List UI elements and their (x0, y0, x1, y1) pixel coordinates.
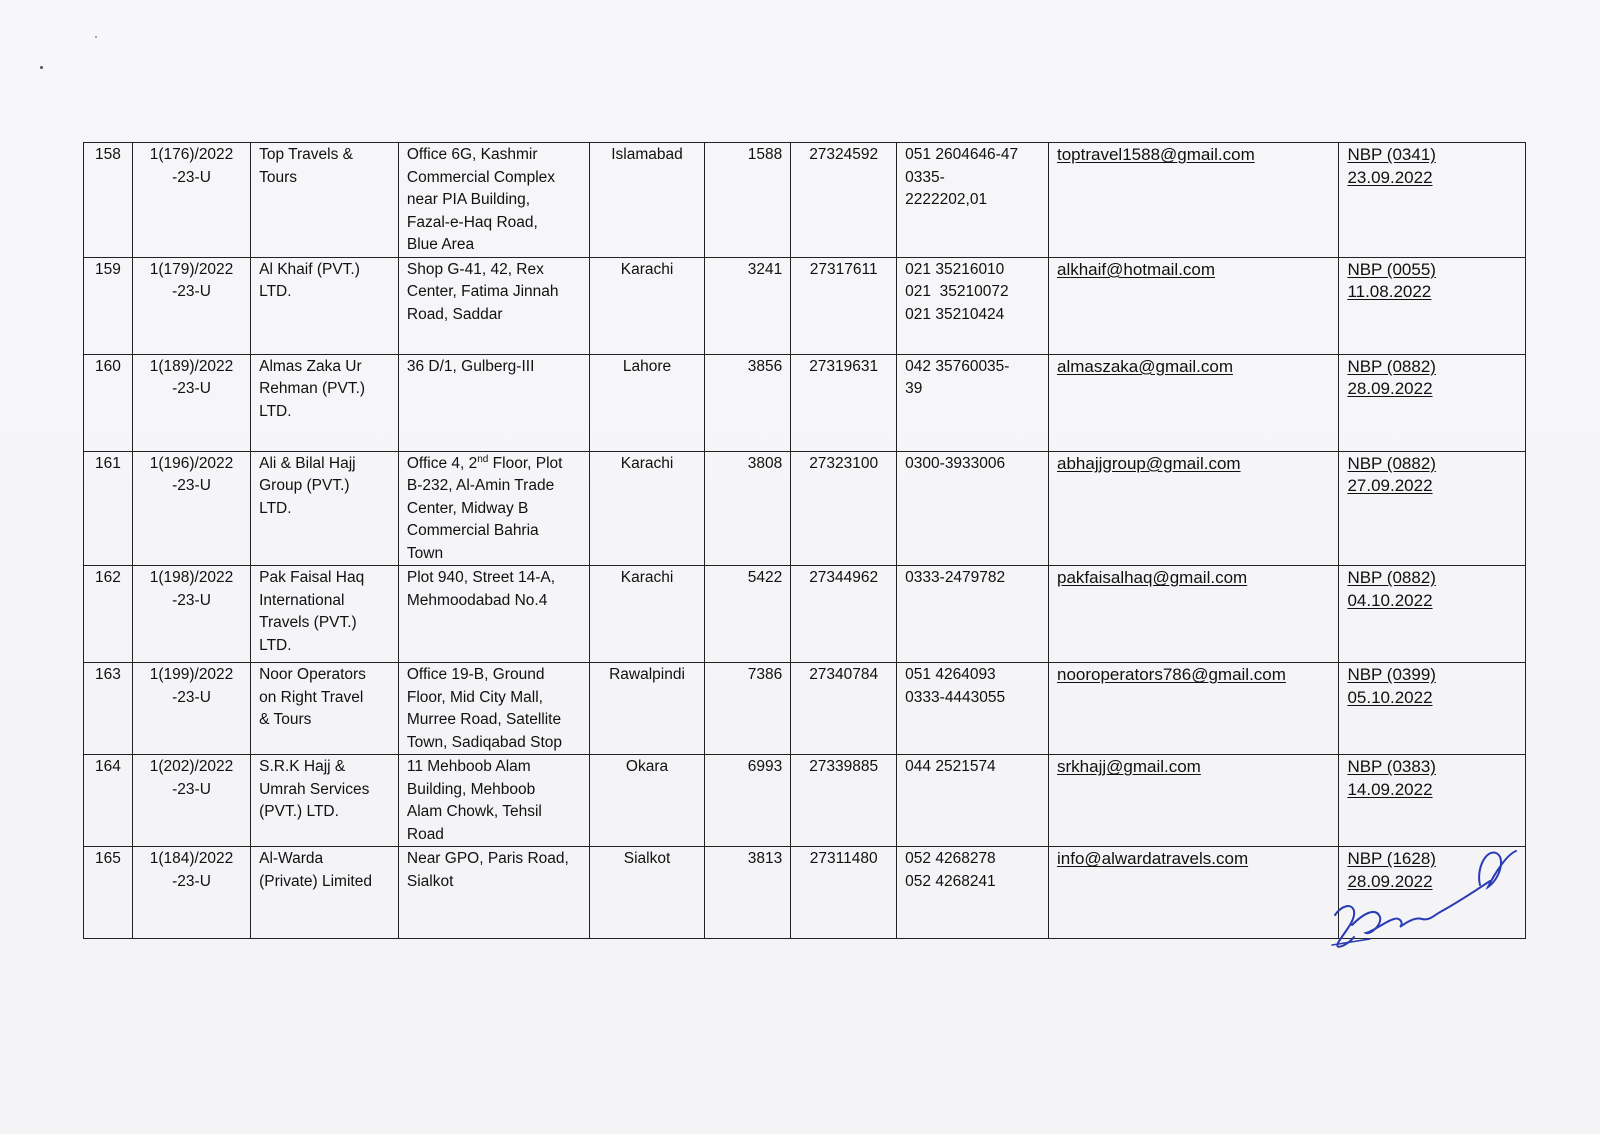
cell-line: 044 2521574 (905, 758, 996, 775)
bank-challan-cell (1339, 354, 1526, 451)
serial-number: 159 (95, 260, 121, 278)
cell-line: -23-U (172, 591, 211, 609)
cell-line: 021 35216010 (905, 260, 1005, 278)
company-name-cell (251, 354, 399, 451)
license-cell (704, 755, 791, 847)
ntn-cell (791, 451, 897, 566)
cell-line: on Right Travel (259, 688, 364, 706)
city-cell (590, 257, 704, 354)
cell-line: LTD. (259, 283, 292, 300)
underlined-text: NBP (0882) (1347, 453, 1436, 473)
address-cell (398, 451, 590, 566)
city-value: Lahore (622, 357, 672, 375)
underlined-text: NBP (0399) (1347, 665, 1436, 684)
deposit-date (1347, 281, 1517, 304)
bank-challan-cell (1339, 847, 1526, 939)
cell-line: 0333-4443055 (905, 688, 1006, 706)
ordinal-suffix: nd (477, 453, 489, 465)
cell-line: Office 6G, Kashmir (406, 146, 538, 163)
cell-line: 1(198)/2022 (149, 569, 234, 586)
deposit-date (1347, 590, 1517, 613)
cell-line: Shop G-41, 42, Rex (406, 260, 544, 278)
license-cell (704, 663, 791, 755)
serial-number-cell (84, 143, 133, 258)
email-cell (1049, 566, 1339, 663)
cell-line: -23-U (172, 477, 211, 494)
address-cell (398, 755, 590, 847)
address-cell (398, 143, 590, 258)
cell-line: 11 Mehboob Alam (406, 758, 531, 775)
underlined-text: NBP (0882) (1347, 568, 1436, 587)
license-cell (704, 143, 791, 258)
address-text: Floor, Plot (488, 454, 563, 472)
ntn-cell (791, 847, 897, 939)
cell-line: 36 D/1, Gulberg-III (406, 357, 535, 375)
cell-line: 021 35210072 (905, 283, 1009, 300)
cell-line: Center, Midway B (406, 499, 529, 517)
ntn-value: 27311480 (809, 850, 878, 867)
table-row (84, 143, 1526, 258)
address-cell (398, 847, 590, 939)
phone-cell (897, 143, 1049, 258)
underlined-text: NBP (1628) (1347, 849, 1436, 868)
address-cell (398, 354, 590, 451)
ntn-value: 27323100 (809, 454, 879, 472)
bank-branch (1347, 756, 1517, 779)
underlined-text: 23.09.2022 (1347, 167, 1433, 187)
city-cell (590, 847, 704, 939)
underlined-text: 14.09.2022 (1347, 779, 1433, 799)
cell-line: Al-Warda (259, 850, 324, 867)
cell-line: 052 4268278 (905, 850, 996, 867)
ntn-value: 27317611 (809, 260, 878, 278)
company-name-cell (251, 257, 399, 354)
serial-number: 162 (95, 569, 121, 586)
cell-line: B-232, Al-Amin Trade (406, 477, 555, 494)
cell-line: International (259, 591, 345, 609)
cell-line: Alam Chowk, Tehsil (406, 803, 542, 820)
address-cell (398, 663, 590, 755)
ntn-value: 27340784 (809, 666, 879, 683)
cell-line: LTD. (259, 499, 292, 517)
bank-branch (1347, 848, 1517, 871)
deposit-date (1347, 687, 1517, 710)
cell-line: Center, Fatima Jinnah (406, 283, 559, 300)
email-link[interactable]: alkhaif@hotmail.com (1057, 259, 1216, 279)
phone-cell (897, 451, 1049, 566)
cell-line: Umrah Services (259, 780, 370, 798)
cell-line: Commercial Bahria (406, 522, 539, 539)
underlined-text: NBP (0341) (1347, 145, 1436, 164)
city-value: Okara (625, 758, 669, 775)
ntn-value: 27344962 (809, 569, 879, 586)
cell-line: -23-U (172, 168, 211, 186)
email-cell (1049, 663, 1339, 755)
cell-line: 1(202)/2022 (149, 758, 234, 775)
cell-line: Al Khaif (PVT.) (259, 260, 360, 278)
license-value: 3241 (747, 260, 783, 278)
cell-line: Group (PVT.) (259, 477, 350, 494)
email-link[interactable]: info@alwardatravels.com (1057, 849, 1249, 868)
phone-cell (897, 566, 1049, 663)
underlined-text: NBP (0882) (1347, 356, 1436, 376)
cell-line: 0335- (905, 168, 945, 186)
cell-line: Road, Saddar (406, 305, 503, 323)
cell-line: Sialkot (406, 872, 454, 890)
serial-number-cell (84, 755, 133, 847)
serial-number: 158 (95, 146, 121, 163)
license-value: 5422 (747, 569, 783, 586)
phone-cell (897, 755, 1049, 847)
phone-cell (897, 257, 1049, 354)
cell-line: near PIA Building, (406, 191, 531, 208)
ntn-cell (791, 755, 897, 847)
serial-number-cell (84, 847, 133, 939)
city-value: Rawalpindi (609, 666, 685, 683)
ntn-cell (791, 257, 897, 354)
cell-line: 052 4268241 (905, 872, 996, 890)
file-number-cell (132, 257, 250, 354)
license-value: 3808 (747, 454, 783, 472)
file-number-cell (132, 566, 250, 663)
email-link[interactable]: pakfaisalhaq@gmail.com (1057, 568, 1248, 587)
cell-line: 042 35760035- (905, 357, 1010, 375)
bank-challan-cell (1339, 663, 1526, 755)
cell-line: Town (406, 544, 444, 562)
company-name-cell (251, 143, 399, 258)
cell-line: Mehmoodabad No.4 (406, 591, 548, 609)
email-link[interactable]: abhajjgroup@gmail.com (1057, 453, 1241, 473)
deposit-date (1347, 378, 1517, 401)
city-cell (590, 354, 704, 451)
cell-line: Office 19-B, Ground (406, 666, 545, 683)
deposit-date (1347, 871, 1517, 894)
cell-line: -23-U (172, 283, 211, 300)
cell-line: -23-U (172, 872, 211, 890)
license-cell (704, 257, 791, 354)
license-value: 6993 (747, 758, 783, 775)
email-cell (1049, 354, 1339, 451)
ntn-cell (791, 143, 897, 258)
table-row (84, 566, 1526, 663)
bank-branch (1347, 567, 1517, 590)
file-number-cell (132, 847, 250, 939)
cell-line: S.R.K Hajj & (259, 758, 346, 775)
serial-number: 165 (95, 850, 121, 867)
file-number-cell (132, 663, 250, 755)
cell-line: (Private) Limited (259, 872, 372, 890)
ntn-value: 27339885 (809, 758, 879, 775)
cell-line: Rehman (PVT.) (259, 380, 366, 397)
cell-line: 021 35210424 (905, 305, 1005, 323)
cell-line: 0333-2479782 (905, 569, 1006, 586)
address-text: Office 4, 2 (406, 454, 478, 472)
cell-line: 051 2604646-47 (905, 146, 1019, 163)
cell-line: 051 4264093 (905, 666, 996, 683)
license-cell (704, 451, 791, 566)
company-name-cell (251, 847, 399, 939)
table-body (84, 143, 1526, 939)
bank-challan-cell (1339, 755, 1526, 847)
cell-line: 1(179)/2022 (149, 260, 234, 278)
cell-line: 39 (905, 380, 923, 397)
license-value: 1588 (747, 146, 783, 163)
cell-line: Murree Road, Satellite (406, 711, 562, 728)
email-cell (1049, 847, 1339, 939)
city-cell (590, 663, 704, 755)
license-cell (704, 354, 791, 451)
email-link[interactable]: toptravel1588@gmail.com (1057, 145, 1255, 164)
cell-line: Ali & Bilal Hajj (259, 454, 356, 472)
address-cell (398, 566, 590, 663)
phone-cell (897, 847, 1049, 939)
deposit-date (1347, 475, 1517, 498)
underlined-text: 28.09.2022 (1347, 379, 1433, 398)
cell-line: Travels (PVT.) (259, 614, 357, 631)
cell-line: 1(199)/2022 (149, 666, 234, 683)
cell-line: 1(196)/2022 (149, 454, 234, 472)
city-value: Sialkot (623, 850, 671, 867)
underlined-text: 27.09.2022 (1347, 476, 1433, 495)
underlined-text: 05.10.2022 (1347, 687, 1433, 707)
license-value: 3813 (747, 850, 783, 867)
email-cell (1049, 143, 1339, 258)
email-link[interactable]: almaszaka@gmail.com (1057, 356, 1233, 376)
ntn-cell (791, 566, 897, 663)
cell-line: 1(176)/2022 (149, 146, 234, 163)
file-number-cell (132, 755, 250, 847)
serial-number-cell (84, 257, 133, 354)
underlined-text: NBP (0383) (1347, 757, 1436, 776)
company-name-cell (251, 566, 399, 663)
underlined-text: 28.09.2022 (1347, 871, 1433, 891)
email-cell (1049, 451, 1339, 566)
bank-challan-cell (1339, 566, 1526, 663)
serial-number-cell (84, 566, 133, 663)
bank-branch (1347, 356, 1517, 379)
phone-cell (897, 663, 1049, 755)
cell-line: Building, Mehboob (406, 780, 536, 798)
file-number-cell (132, 143, 250, 258)
serial-number-cell (84, 451, 133, 566)
cell-line: (PVT.) LTD. (259, 803, 339, 820)
table-row (84, 755, 1526, 847)
city-value: Karachi (620, 454, 674, 472)
ntn-cell (791, 663, 897, 755)
license-cell (704, 566, 791, 663)
underlined-text: NBP (0055) (1347, 259, 1436, 279)
cell-line: Noor Operators (259, 666, 366, 683)
city-cell (590, 566, 704, 663)
cell-line (407, 453, 582, 476)
cell-line: -23-U (172, 380, 211, 397)
cell-line: 1(184)/2022 (149, 850, 234, 867)
bank-challan-cell (1339, 143, 1526, 258)
email-cell (1049, 755, 1339, 847)
cell-line: Top Travels & (259, 146, 354, 163)
bank-challan-cell (1339, 257, 1526, 354)
cell-line: Town, Sadiqabad Stop (406, 733, 562, 751)
cell-line: Pak Faisal Haq (259, 569, 365, 586)
license-value: 3856 (747, 357, 783, 375)
city-value: Karachi (620, 260, 674, 278)
operators-table (83, 142, 1526, 939)
serial-number: 161 (95, 454, 121, 472)
serial-number: 164 (95, 758, 121, 775)
city-cell (590, 755, 704, 847)
ntn-cell (791, 354, 897, 451)
email-link[interactable]: srkhajj@gmail.com (1057, 757, 1201, 776)
cell-line: Floor, Mid City Mall, (406, 688, 543, 706)
bank-branch (1347, 453, 1517, 476)
email-cell (1049, 257, 1339, 354)
cell-line: Blue Area (406, 236, 475, 253)
table-row (84, 847, 1526, 939)
serial-number: 160 (95, 357, 121, 375)
city-cell (590, 451, 704, 566)
scan-speck (40, 66, 43, 69)
cell-line: & Tours (259, 711, 312, 728)
serial-number-cell (84, 354, 133, 451)
company-name-cell (251, 663, 399, 755)
underlined-text: 11.08.2022 (1347, 282, 1432, 301)
email-link[interactable]: nooroperators786@gmail.com (1057, 665, 1286, 684)
table-row (84, 257, 1526, 354)
license-value: 7386 (747, 666, 783, 683)
ntn-value: 27319631 (809, 357, 879, 375)
city-cell (590, 143, 704, 258)
bank-branch (1347, 664, 1517, 687)
cell-line: -23-U (172, 780, 211, 798)
deposit-date (1347, 779, 1517, 802)
bank-challan-cell (1339, 451, 1526, 566)
file-number-cell (132, 354, 250, 451)
city-value: Islamabad (611, 146, 683, 163)
address-cell (398, 257, 590, 354)
table-row (84, 663, 1526, 755)
file-number-cell (132, 451, 250, 566)
serial-number-cell (84, 663, 133, 755)
underlined-text: 04.10.2022 (1347, 590, 1433, 610)
cell-line: Fazal-e-Haq Road, (406, 213, 538, 231)
cell-line: -23-U (172, 688, 211, 706)
scan-speck (95, 36, 97, 38)
table-row (84, 451, 1526, 566)
cell-line: Near GPO, Paris Road, (406, 850, 569, 867)
bank-branch (1347, 144, 1517, 167)
serial-number: 163 (95, 666, 121, 683)
company-name-cell (251, 451, 399, 566)
cell-line: Commercial Complex (406, 168, 556, 186)
cell-line: 2222202,01 (905, 191, 988, 208)
cell-line: Road (406, 825, 444, 843)
city-value: Karachi (620, 569, 674, 586)
license-cell (704, 847, 791, 939)
ntn-value: 27324592 (809, 146, 879, 163)
cell-line: LTD. (259, 636, 292, 654)
cell-line: Almas Zaka Ur (259, 357, 362, 375)
deposit-date (1347, 167, 1517, 190)
company-name-cell (251, 755, 399, 847)
phone-cell (897, 354, 1049, 451)
cell-line: LTD. (259, 402, 292, 420)
table-row (84, 354, 1526, 451)
cell-line: 0300-3933006 (905, 454, 1006, 472)
cell-line: 1(189)/2022 (149, 357, 234, 375)
cell-line: Tours (259, 168, 298, 186)
bank-branch (1347, 259, 1517, 282)
cell-line: Plot 940, Street 14-A, (406, 569, 556, 586)
